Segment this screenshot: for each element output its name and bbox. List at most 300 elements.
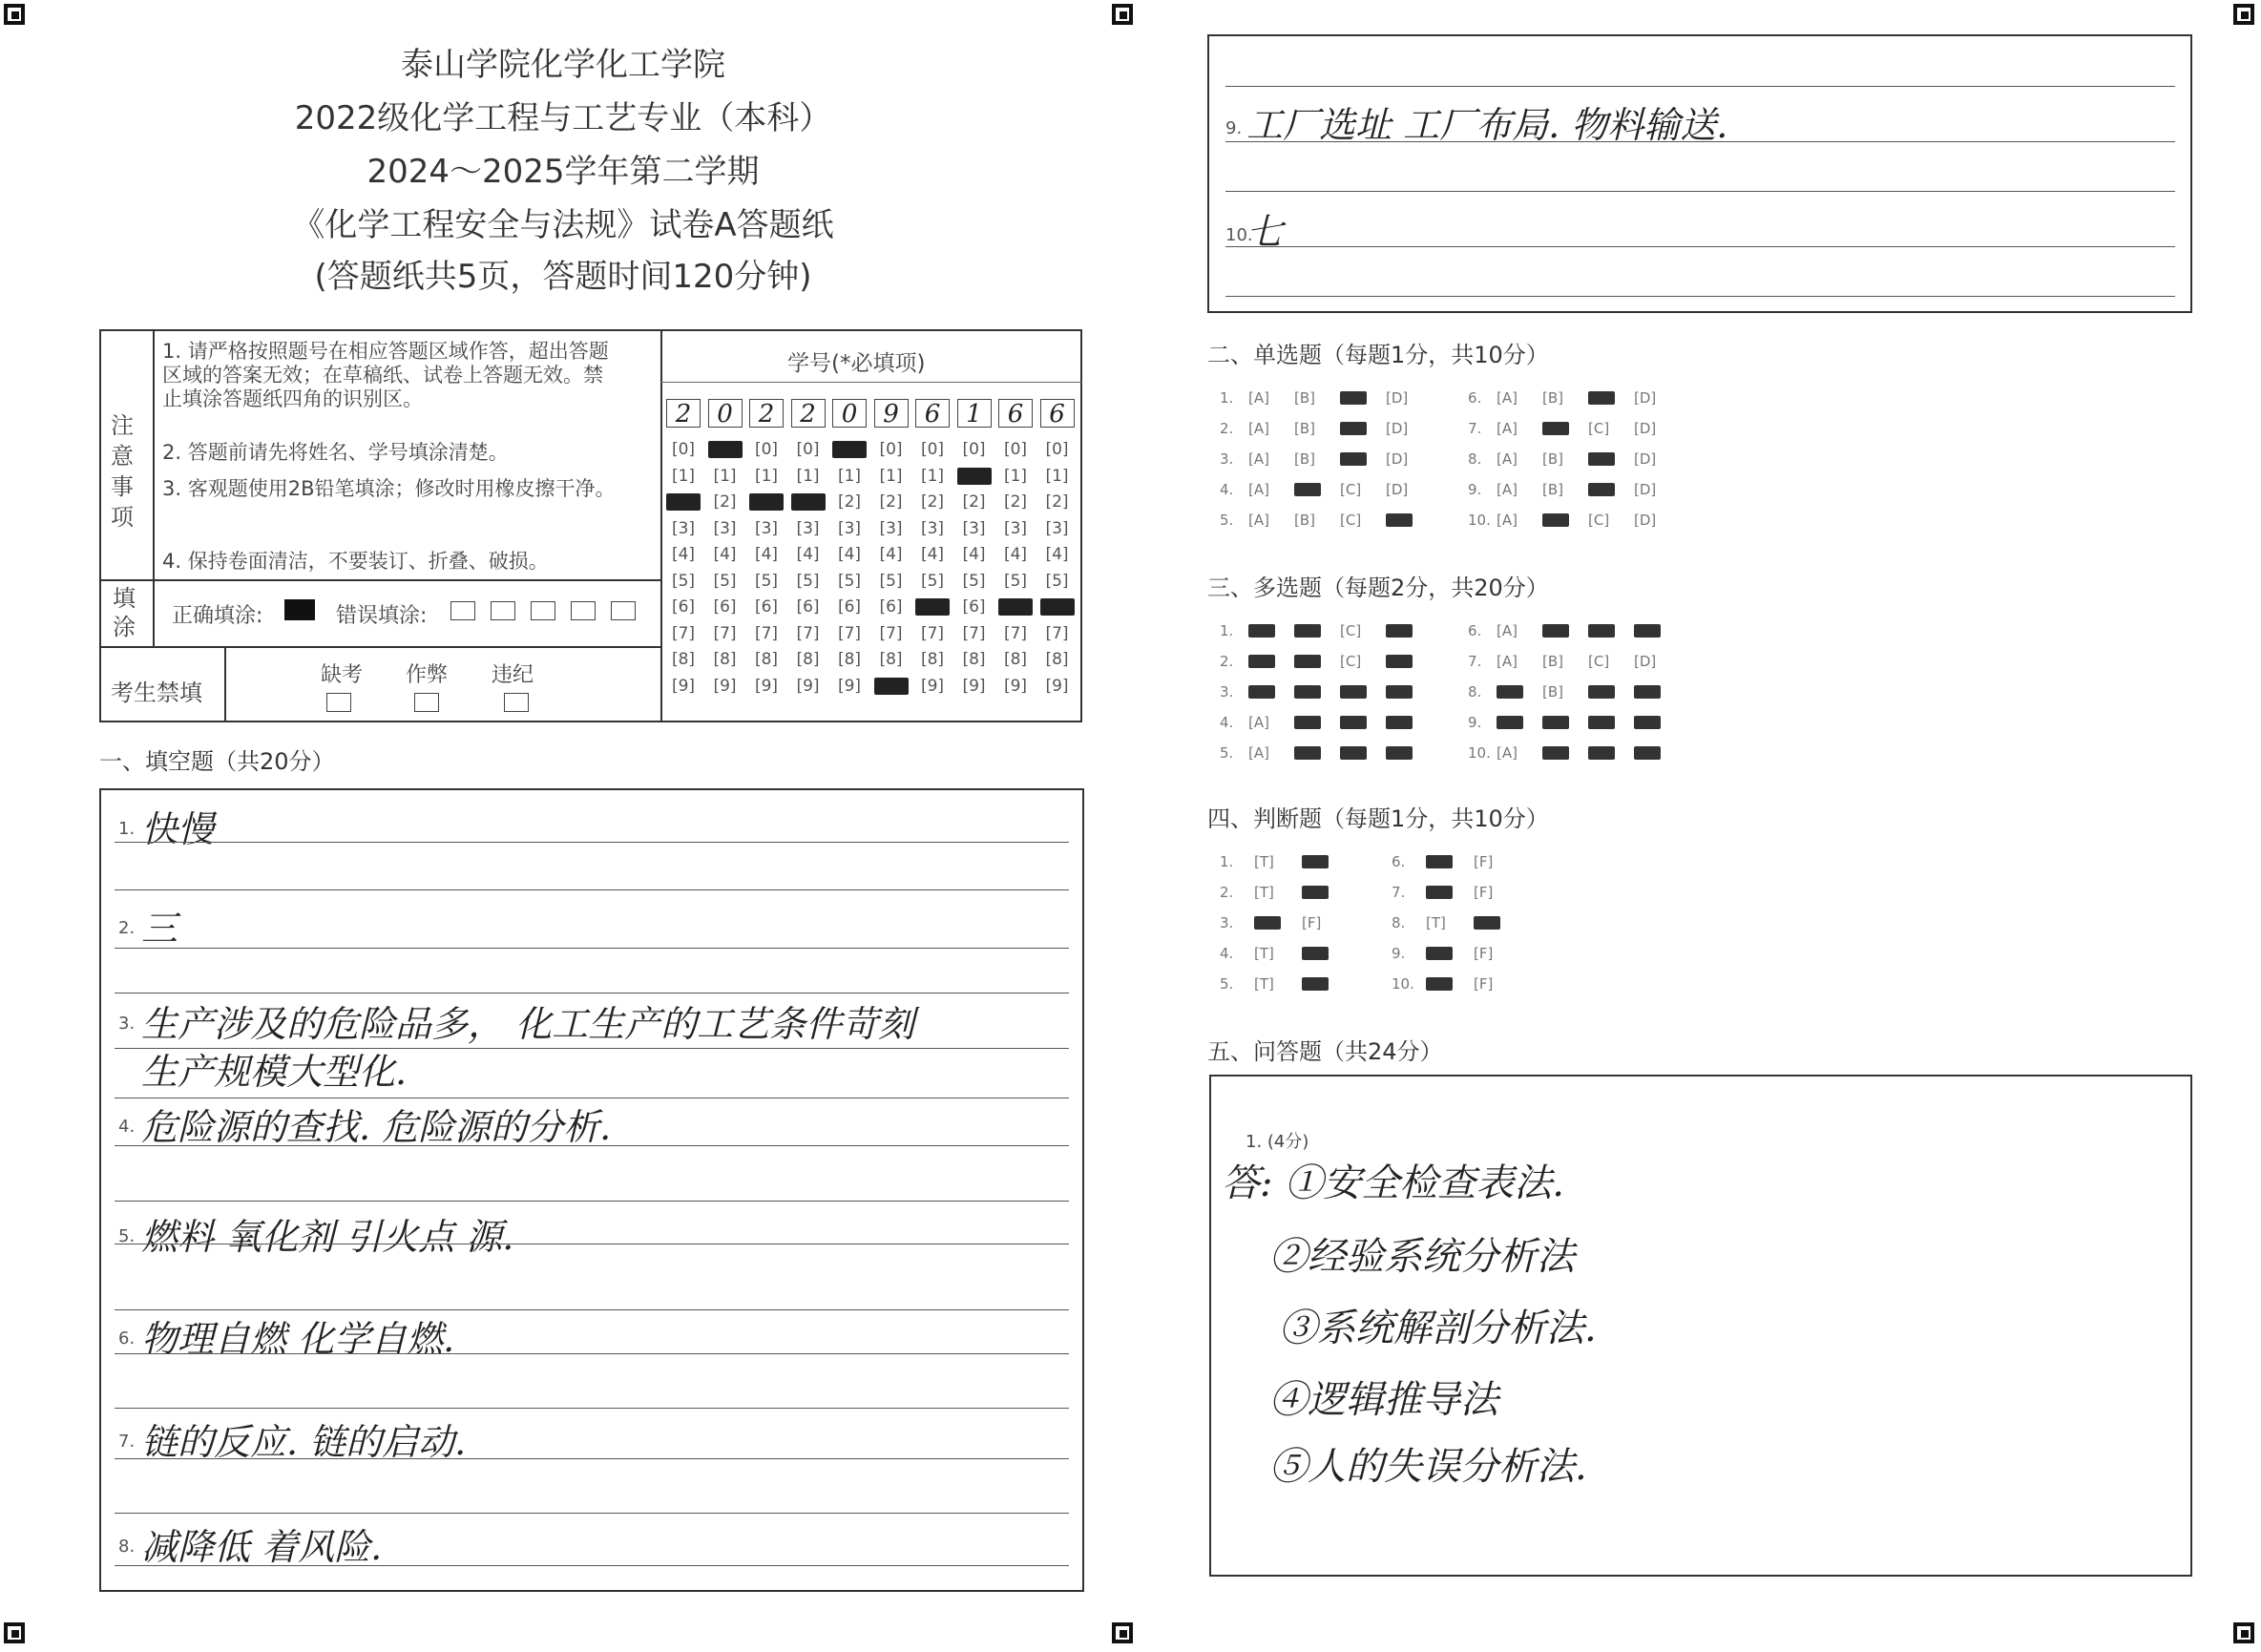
student-id-bubble: [0] — [796, 440, 820, 459]
answer-rule — [115, 1201, 1069, 1202]
student-id-bubble: [3] — [962, 518, 986, 538]
option-bubble: [D] — [1386, 420, 1409, 437]
option-bubble: [B] — [1542, 683, 1563, 701]
option-bubble: [A] — [1248, 450, 1269, 468]
student-id-bubble: [0] — [671, 440, 696, 459]
filled-bubble — [1634, 624, 1661, 638]
student-id-bubble: [2] — [920, 492, 945, 512]
student-id-bubble: [3] — [879, 518, 903, 538]
option-bubble: [A] — [1497, 622, 1518, 639]
fill-blank-answer: 快慢 — [141, 808, 215, 850]
student-id-bubble: [3] — [1003, 518, 1028, 538]
question-number: 6. — [1468, 389, 1482, 407]
option-bubble: [A] — [1497, 512, 1518, 529]
student-id-bubble: [8] — [1003, 650, 1028, 669]
student-id-bubble: [0] — [920, 440, 945, 459]
fill-blank-number: 3. — [118, 1014, 136, 1034]
notice-item-4: 4. 保持卷面清洁，不要装订、折叠、破损。 — [162, 550, 549, 573]
essay-answer-line-1: 答: ①安全检查表法. — [1222, 1161, 1564, 1205]
student-id-bubble: [4] — [671, 545, 696, 564]
student-id-bubble: [1] — [1003, 466, 1028, 486]
student-id-bubble: [9] — [671, 676, 696, 696]
answer-rule — [115, 1309, 1069, 1310]
filled-bubble — [1588, 391, 1615, 405]
student-id-bubble — [915, 598, 950, 616]
filled-bubble — [1340, 391, 1367, 405]
option-bubble: [B] — [1294, 389, 1315, 407]
student-id-bubble: [5] — [962, 571, 986, 591]
answer-rule — [115, 1565, 1069, 1566]
fill-blank-answer: 链的反应. 链的启动. — [141, 1421, 467, 1463]
question-number: 2. — [1220, 653, 1234, 670]
student-id-bubble: [3] — [796, 518, 820, 538]
forbid-absent-box[interactable] — [326, 693, 351, 712]
student-id-bubble: [8] — [713, 650, 737, 669]
question-number: 1. — [1220, 389, 1234, 407]
student-id-bubble: [4] — [1045, 545, 1069, 564]
option-bubble: [D] — [1634, 389, 1657, 407]
fill-blank-answer: 三 — [141, 908, 178, 950]
filled-bubble — [1294, 685, 1321, 699]
student-id-bubble: [0] — [1045, 440, 1069, 459]
option-bubble: [F] — [1474, 975, 1494, 993]
header-college: 泰山学院化学化工学院 — [401, 46, 725, 84]
option-bubble: [C] — [1588, 653, 1610, 670]
fill-blank-number: 1. — [118, 819, 136, 839]
question-number: 7. — [1468, 653, 1482, 670]
fill-blank-answer-box-continued — [1207, 34, 2192, 313]
question-number: 4. — [1220, 481, 1234, 498]
student-id-bubble: [9] — [1045, 676, 1069, 696]
fill-blank-answer: 物理自燃 化学自燃. — [141, 1318, 455, 1360]
student-id-bubble: [5] — [1003, 571, 1028, 591]
filled-bubble — [1588, 452, 1615, 466]
wrong-fill-check-sample — [450, 601, 475, 620]
student-id-bubble: [2] — [1003, 492, 1028, 512]
fill-blank-number: 6. — [118, 1328, 136, 1349]
student-id-bubble: [1] — [837, 466, 862, 486]
question-number: 7. — [1468, 420, 1482, 437]
student-id-bubble: [7] — [1003, 623, 1028, 643]
student-id-bubble: [9] — [754, 676, 779, 696]
student-id-bubble: [6] — [837, 597, 862, 617]
question-number: 5. — [1220, 512, 1234, 529]
option-bubble: [A] — [1248, 744, 1269, 762]
answer-rule — [1225, 141, 2175, 142]
fill-blank-answer: 生产规模大型化. — [141, 1051, 408, 1093]
question-number: 8. — [1468, 450, 1482, 468]
student-id-bubble: [1] — [713, 466, 737, 486]
notice-item-3: 3. 客观题使用2B铅笔填涂；修改时用橡皮擦干净。 — [162, 477, 616, 500]
student-id-bubble: [8] — [671, 650, 696, 669]
option-bubble: [C] — [1340, 512, 1362, 529]
student-id-bubble: [5] — [713, 571, 737, 591]
student-id-bubble: [6] — [962, 597, 986, 617]
fill-label: 填涂 — [113, 585, 136, 640]
option-bubble: [D] — [1386, 481, 1409, 498]
corner-marker-tl — [4, 4, 25, 25]
question-number: 5. — [1220, 744, 1234, 762]
fill-blank-answer: 七 — [1246, 211, 1284, 253]
option-bubble: [F] — [1302, 914, 1322, 931]
fill-blank-answer: 危险源的查找. 危险源的分析. — [141, 1106, 612, 1148]
student-id-bubble: [8] — [754, 650, 779, 669]
forbid-label: 考生禁填 — [111, 680, 202, 706]
forbid-cheat: 作弊 — [406, 663, 449, 687]
filled-bubble — [1340, 452, 1367, 466]
option-bubble: [B] — [1542, 653, 1563, 670]
student-id-bubble: [9] — [1003, 676, 1028, 696]
section-essay-title: 五、问答题（共24分） — [1207, 1038, 1443, 1065]
student-id-bubble: [5] — [837, 571, 862, 591]
student-id-bubble: [1] — [920, 466, 945, 486]
wrong-fill-label: 错误填涂: — [336, 604, 428, 628]
filled-bubble — [1634, 685, 1661, 699]
student-id-bubble: [1] — [671, 466, 696, 486]
student-id-bubble: [1] — [1045, 466, 1069, 486]
student-id-bubble: [1] — [879, 466, 903, 486]
fill-blank-answer: 减降低 着风险. — [141, 1526, 383, 1568]
filled-bubble — [1474, 916, 1500, 930]
filled-bubble — [1588, 746, 1615, 760]
question-number: 6. — [1468, 622, 1482, 639]
student-id-bubble: [8] — [796, 650, 820, 669]
filled-bubble — [1340, 422, 1367, 435]
student-id-digit: 1 — [957, 399, 992, 428]
essay-answer-line-5: ⑤人的失误分析法. — [1269, 1445, 1587, 1489]
fill-blank-number: 8. — [118, 1537, 136, 1557]
answer-rule — [1225, 86, 2175, 87]
student-id-bubble: [2] — [962, 492, 986, 512]
student-id-bubble — [666, 493, 701, 511]
answer-rule — [115, 948, 1069, 949]
option-bubble: [A] — [1497, 420, 1518, 437]
option-bubble: [A] — [1248, 420, 1269, 437]
student-id-bubble: [3] — [837, 518, 862, 538]
filled-bubble — [1248, 655, 1275, 668]
option-bubble: [B] — [1294, 450, 1315, 468]
filled-bubble — [1426, 855, 1453, 868]
filled-bubble — [1542, 422, 1569, 435]
header-course: 《化学工程安全与法规》试卷A答题纸 — [292, 206, 834, 244]
answer-rule — [115, 1145, 1069, 1146]
option-bubble: [A] — [1248, 714, 1269, 731]
student-id-bubble — [957, 468, 992, 485]
student-id-bubble: [4] — [962, 545, 986, 564]
question-number: 1. — [1220, 622, 1234, 639]
student-id-bubble: [5] — [920, 571, 945, 591]
student-id-bubble: [8] — [962, 650, 986, 669]
student-id-bubble — [708, 441, 743, 458]
corner-marker-bl — [4, 1622, 25, 1643]
filled-bubble — [1588, 716, 1615, 729]
filled-bubble — [1248, 685, 1275, 699]
corner-marker-tm — [1112, 4, 1133, 25]
student-id-bubble: [9] — [837, 676, 862, 696]
option-bubble: [A] — [1248, 389, 1269, 407]
student-id-bubble: [0] — [1003, 440, 1028, 459]
student-id-bubble: [9] — [796, 676, 820, 696]
student-id-bubble: [2] — [1045, 492, 1069, 512]
corner-marker-bm — [1112, 1622, 1133, 1643]
student-id-bubble: [4] — [754, 545, 779, 564]
filled-bubble — [1340, 716, 1367, 729]
student-id-bubble — [749, 493, 784, 511]
student-id-digit: 6 — [1040, 399, 1075, 428]
filled-bubble — [1542, 716, 1569, 729]
fill-blank-number: 5. — [118, 1226, 136, 1246]
student-id-digit: 6 — [998, 399, 1033, 428]
answer-rule — [115, 842, 1069, 843]
student-id-bubble: [7] — [1045, 623, 1069, 643]
wrong-fill-bar-sample — [491, 601, 515, 620]
student-id-bubble: [0] — [754, 440, 779, 459]
option-bubble: [F] — [1474, 884, 1494, 901]
filled-bubble — [1254, 916, 1281, 930]
fill-blank-answer: 生产涉及的危险品多， 化工生产的工艺条件苛刻 — [141, 1003, 915, 1045]
filled-bubble — [1542, 746, 1569, 760]
student-id-digit: 2 — [791, 399, 826, 428]
filled-bubble — [1588, 685, 1615, 699]
student-id-bubble: [5] — [671, 571, 696, 591]
student-id-bubble: [7] — [754, 623, 779, 643]
filled-bubble — [1294, 483, 1321, 496]
option-bubble: [D] — [1634, 481, 1657, 498]
question-number: 9. — [1468, 714, 1482, 731]
filled-bubble — [1302, 947, 1329, 960]
fill-blank-number: 10. — [1225, 225, 1253, 245]
option-bubble: [D] — [1634, 450, 1657, 468]
student-id-bubble: [4] — [879, 545, 903, 564]
student-id-bubble: [2] — [837, 492, 862, 512]
student-id-bubble: [7] — [837, 623, 862, 643]
fill-blank-number: 2. — [118, 918, 136, 938]
question-number: 10. — [1468, 744, 1491, 762]
option-bubble: [B] — [1294, 420, 1315, 437]
student-id-bubble: [6] — [713, 597, 737, 617]
filled-bubble — [1426, 886, 1453, 899]
student-id-bubble: [2] — [713, 492, 737, 512]
student-id-bubble: [2] — [879, 492, 903, 512]
option-bubble: [C] — [1340, 653, 1362, 670]
student-id-bubble: [3] — [920, 518, 945, 538]
student-id-bubble: [5] — [796, 571, 820, 591]
student-id-bubble: [7] — [713, 623, 737, 643]
filled-bubble — [1340, 685, 1367, 699]
option-bubble: [F] — [1474, 853, 1494, 870]
student-id-bubble: [7] — [671, 623, 696, 643]
option-bubble: [T] — [1254, 945, 1274, 962]
student-id-bubble: [6] — [671, 597, 696, 617]
forbid-absent: 缺考 — [321, 663, 364, 687]
student-id-digit: 0 — [708, 399, 743, 428]
correct-fill-label: 正确填涂: — [172, 604, 263, 628]
student-id-bubble: [3] — [713, 518, 737, 538]
student-id-bubble: [7] — [796, 623, 820, 643]
student-id-bubble: [8] — [879, 650, 903, 669]
section-single-choice-title: 二、单选题（每题1分，共10分） — [1207, 342, 1549, 368]
student-id-bubble: [9] — [920, 676, 945, 696]
filled-bubble — [1426, 977, 1453, 991]
essay-question-number: 1. (4分) — [1246, 1132, 1309, 1152]
answer-rule — [115, 1048, 1069, 1049]
answer-rule — [1225, 246, 2175, 247]
question-number: 3. — [1220, 450, 1234, 468]
student-id-bubble: [8] — [1045, 650, 1069, 669]
student-id-bubble — [791, 493, 826, 511]
option-bubble: [T] — [1254, 853, 1274, 870]
essay-answer-line-3: ③系统解剖分析法. — [1279, 1307, 1597, 1350]
question-number: 5. — [1220, 975, 1234, 993]
filled-bubble — [1542, 513, 1569, 527]
header-term: 2024～2025学年第二学期 — [366, 153, 760, 191]
option-bubble: [A] — [1248, 512, 1269, 529]
student-id-bubble — [832, 441, 867, 458]
answer-rule — [115, 1408, 1069, 1409]
filled-bubble — [1634, 746, 1661, 760]
filled-bubble — [1302, 886, 1329, 899]
question-number: 4. — [1220, 714, 1234, 731]
question-number: 9. — [1468, 481, 1482, 498]
student-id-bubble: [5] — [879, 571, 903, 591]
question-number: 3. — [1220, 914, 1234, 931]
correct-fill-sample — [284, 599, 315, 620]
option-bubble: [A] — [1497, 450, 1518, 468]
forbid-violation-box[interactable] — [504, 693, 529, 712]
student-id-digit: 9 — [874, 399, 909, 428]
student-id-bubble: [3] — [1045, 518, 1069, 538]
wrong-fill-dot-sample — [571, 601, 596, 620]
student-id-bubble: [4] — [837, 545, 862, 564]
filled-bubble — [1542, 624, 1569, 638]
filled-bubble — [1302, 977, 1329, 991]
question-number: 6. — [1392, 853, 1406, 870]
section-fill-blank-title: 一、填空题（共20分） — [99, 748, 335, 775]
answer-rule — [115, 1458, 1069, 1459]
filled-bubble — [1386, 716, 1413, 729]
option-bubble: [C] — [1340, 622, 1362, 639]
info-divider-v — [660, 329, 662, 722]
option-bubble: [A] — [1497, 744, 1518, 762]
filled-bubble — [1588, 624, 1615, 638]
option-bubble: [T] — [1254, 884, 1274, 901]
student-id-bubble: [5] — [1045, 571, 1069, 591]
student-id-bubble: [8] — [920, 650, 945, 669]
option-bubble: [D] — [1386, 389, 1409, 407]
fill-blank-number: 4. — [118, 1117, 136, 1137]
filled-bubble — [1386, 624, 1413, 638]
forbid-violation: 违纪 — [492, 663, 534, 687]
question-number: 2. — [1220, 884, 1234, 901]
student-id-bubble: [3] — [754, 518, 779, 538]
filled-bubble — [1634, 716, 1661, 729]
notice-label: 注意事项 — [111, 412, 134, 531]
student-id-bubble: [3] — [671, 518, 696, 538]
answer-rule — [1225, 296, 2175, 297]
student-id-digit: 0 — [832, 399, 867, 428]
corner-marker-br — [2233, 1622, 2254, 1643]
student-id-bubble: [8] — [837, 650, 862, 669]
filled-bubble — [1294, 716, 1321, 729]
student-id-bubble: [6] — [754, 597, 779, 617]
answer-rule — [115, 1513, 1069, 1514]
header-major: 2022级化学工程与工艺专业（本科） — [294, 99, 832, 137]
student-id-bubble: [5] — [754, 571, 779, 591]
forbid-cheat-box[interactable] — [414, 693, 439, 712]
filled-bubble — [1340, 746, 1367, 760]
student-id-bubble: [4] — [1003, 545, 1028, 564]
question-number: 8. — [1468, 683, 1482, 701]
filled-bubble — [1294, 624, 1321, 638]
filled-bubble — [1588, 483, 1615, 496]
essay-answer-line-2: ②经验系统分析法 — [1269, 1235, 1575, 1279]
fill-blank-number: 9. — [1225, 118, 1243, 138]
option-bubble: [A] — [1497, 389, 1518, 407]
corner-marker-tr — [2233, 4, 2254, 25]
filled-bubble — [1426, 947, 1453, 960]
filled-bubble — [1386, 513, 1413, 527]
student-id-bubble — [998, 598, 1033, 616]
question-number: 2. — [1220, 420, 1234, 437]
student-id-bubble: [9] — [962, 676, 986, 696]
option-bubble: [T] — [1426, 914, 1446, 931]
student-id-digit: 2 — [666, 399, 701, 428]
student-id-bubble — [1040, 598, 1075, 616]
question-number: 1. — [1220, 853, 1234, 870]
option-bubble: [T] — [1254, 975, 1274, 993]
question-number: 10. — [1392, 975, 1414, 993]
fill-blank-number: 7. — [118, 1432, 136, 1452]
filled-bubble — [1294, 655, 1321, 668]
student-id-digit: 2 — [749, 399, 784, 428]
fill-blank-answer-box — [99, 788, 1084, 1592]
filled-bubble — [1386, 655, 1413, 668]
option-bubble: [C] — [1588, 420, 1610, 437]
student-id-bubble: [0] — [962, 440, 986, 459]
filled-bubble — [1302, 855, 1329, 868]
option-bubble: [B] — [1294, 512, 1315, 529]
header-note: (答题纸共5页，答题时间120分钟) — [314, 258, 812, 296]
section-multiple-choice-title: 三、多选题（每题2分，共20分） — [1207, 575, 1549, 601]
student-id-bubble: [7] — [962, 623, 986, 643]
student-id-bubble: [6] — [796, 597, 820, 617]
notice-item-1: 1. 请严格按照题号在相应答题区域作答，超出答题区域的答案无效；在草稿纸、试卷上答题无效。禁止填涂答题纸四角的识别区。 — [162, 340, 609, 410]
option-bubble: [B] — [1542, 481, 1563, 498]
option-bubble: [D] — [1386, 450, 1409, 468]
section-judge-title: 四、判断题（每题1分，共10分） — [1207, 805, 1549, 832]
student-id-bubble: [0] — [879, 440, 903, 459]
filled-bubble — [1386, 746, 1413, 760]
option-bubble: [F] — [1474, 945, 1494, 962]
essay-answer-line-4: ④逻辑推导法 — [1269, 1378, 1498, 1422]
answer-rule — [1225, 191, 2175, 192]
student-id-bubble: [7] — [920, 623, 945, 643]
wrong-fill-circle-sample — [611, 601, 636, 620]
option-bubble: [B] — [1542, 389, 1563, 407]
student-id-bubble: [9] — [713, 676, 737, 696]
option-bubble: [A] — [1248, 481, 1269, 498]
filled-bubble — [1294, 746, 1321, 760]
option-bubble: [A] — [1497, 481, 1518, 498]
student-id-bubble — [874, 678, 909, 695]
student-id-bubble: [1] — [796, 466, 820, 486]
student-id-bubble: [6] — [879, 597, 903, 617]
student-id-digit: 6 — [915, 399, 950, 428]
wrong-fill-dash-sample — [531, 601, 555, 620]
option-bubble: [C] — [1340, 481, 1362, 498]
option-bubble: [B] — [1542, 450, 1563, 468]
notice-label-divider — [153, 329, 155, 579]
